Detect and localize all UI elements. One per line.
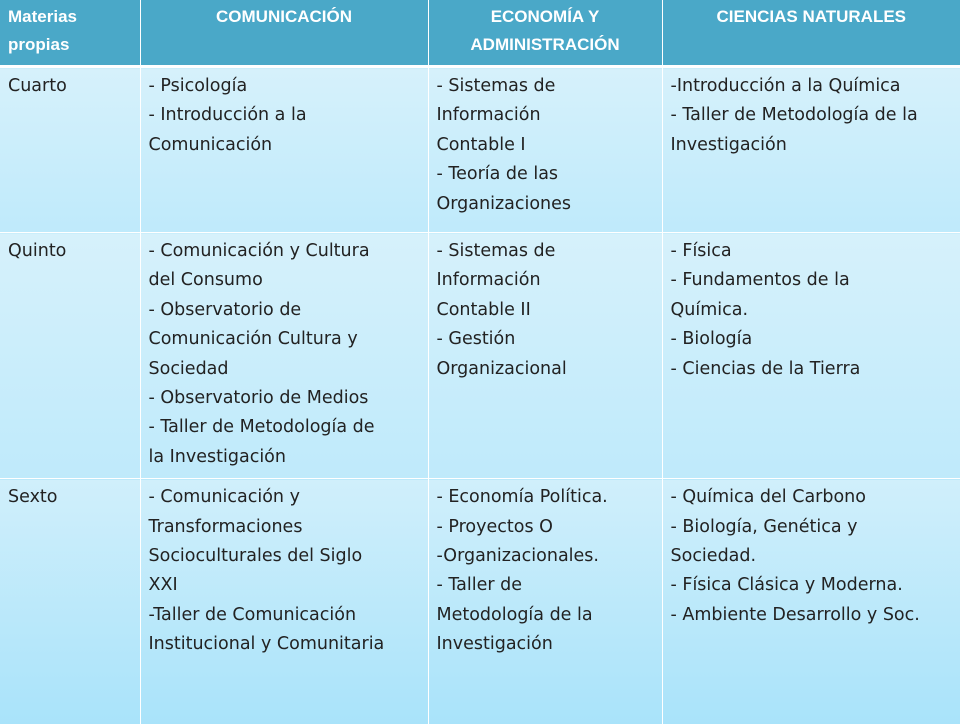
cell-line: - Ciencias de la Tierra: [670, 358, 861, 379]
year-cell: Quinto: [0, 233, 140, 479]
cell-line: - Proyectos O: [436, 516, 553, 537]
cell-line: - Observatorio de: [148, 299, 302, 320]
cell-line: - Comunicación y: [148, 487, 300, 508]
cell-line: - Fundamentos de la: [670, 270, 850, 291]
ciencias-cell: [662, 233, 960, 479]
cell-line: - Sistemas de: [436, 241, 556, 261]
comunicacion-cell: [140, 479, 428, 725]
cell-line: - Física: [670, 241, 732, 261]
cell-line: - Química del Carbono: [670, 487, 866, 508]
header-economia-administracion: ECONOMÍA Y ADMINISTRACIÓN: [428, 0, 662, 67]
cell-line: - Ambiente Desarrollo y Soc.: [670, 604, 920, 625]
cell-line: - Introducción a la: [148, 105, 307, 126]
cell-line: Organizaciones: [436, 193, 572, 214]
cell-line: Transformaciones: [148, 516, 303, 537]
table-row-quinto: [0, 233, 960, 479]
cell-line: Contable I: [436, 134, 526, 155]
cell-line: - Gestión: [436, 329, 516, 350]
cell-line: Sociedad: [148, 358, 229, 379]
comunicacion-cell: [140, 67, 428, 233]
economia-cell: [428, 479, 662, 725]
header-materias-propias: Materias propias: [0, 0, 140, 67]
cell-line: -Introducción a la Química: [670, 76, 901, 96]
cell-line: Comunicación Cultura y: [148, 329, 358, 350]
header-ciencias-naturales: CIENCIAS NATURALES: [662, 0, 960, 67]
header-row: [0, 0, 960, 67]
cell-line: - Observatorio de Medios: [148, 388, 369, 409]
cell-line: Socioculturales del Siglo: [148, 546, 363, 567]
cell-line: del Consumo: [148, 270, 263, 291]
cell-line: Sociedad.: [670, 546, 757, 567]
cell-line: Institucional y Comunitaria: [148, 634, 385, 655]
cell-line: - Taller de Metodología de: [148, 417, 375, 438]
cell-line: -Taller de Comunicación: [148, 604, 357, 625]
cell-line: -Organizacionales.: [436, 546, 599, 567]
cell-line: Comunicación: [148, 134, 273, 155]
cell-line: - Taller de: [436, 575, 523, 596]
cell-line: - Taller de Metodología de la: [670, 105, 918, 126]
cell-line: Contable II: [436, 299, 531, 320]
cell-line: Investigación: [670, 134, 787, 155]
cell-line: - Economía Política.: [436, 487, 608, 508]
cell-line: Química.: [670, 299, 749, 320]
cell-line: - Física Clásica y Moderna.: [670, 575, 903, 596]
cell-line: Organizacional: [436, 358, 567, 379]
cell-line: - Teoría de las: [436, 164, 559, 185]
ciencias-cell: [662, 479, 960, 725]
economia-cell: [428, 67, 662, 233]
year-cell: Cuarto: [0, 67, 140, 233]
cell-line: Metodología de la: [436, 604, 593, 625]
cell-line: - Sistemas de: [436, 76, 556, 96]
cell-line: - Biología: [670, 329, 753, 350]
cell-line: Información: [436, 270, 541, 291]
cell-line: Información: [436, 105, 541, 126]
table-row-sexto: [0, 479, 960, 725]
cell-line: - Psicología: [148, 76, 248, 96]
ciencias-cell: [662, 67, 960, 233]
table-row-cuarto: [0, 67, 960, 233]
cell-line: - Biología, Genética y: [670, 516, 858, 537]
cell-line: la Investigación: [148, 446, 286, 467]
cell-line: Investigación: [436, 634, 553, 655]
economia-cell: [428, 233, 662, 479]
comunicacion-cell: [140, 233, 428, 479]
cell-line: - Comunicación y Cultura: [148, 241, 370, 261]
year-cell: Sexto: [0, 479, 140, 725]
cell-line: XXI: [148, 575, 178, 596]
header-comunicacion: COMUNICACIÓN: [140, 0, 428, 67]
